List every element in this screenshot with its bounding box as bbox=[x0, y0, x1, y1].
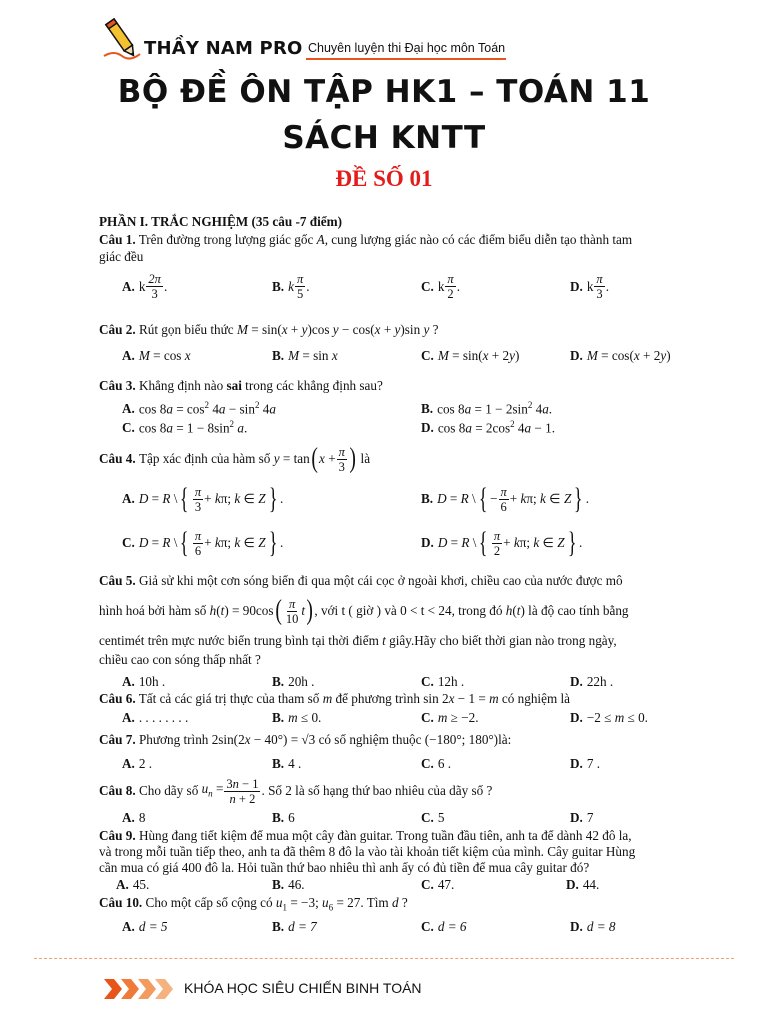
option-label: A. bbox=[122, 756, 135, 771]
q9-option-b[interactable] bbox=[272, 877, 305, 893]
q5-option-b[interactable] bbox=[272, 674, 314, 690]
q2-option-d[interactable]: D. M = cos(x + 2y) bbox=[570, 348, 671, 363]
chevron-arrows-icon bbox=[104, 977, 174, 1001]
q1-option-a[interactable]: A. k $\frac{2\pi}{3}$ . bbox=[122, 272, 168, 301]
question-10: Câu 10. Cho một cấp số cộng có $u_1 = -3$; $u_6 = 27$. Tìm d ? bbox=[99, 895, 408, 913]
q6-option-a[interactable] bbox=[122, 710, 188, 726]
option-text: 10h . bbox=[138, 674, 166, 689]
question-text: cung lượng giác nào có các điểm biểu diễn tạo thành tam bbox=[331, 232, 633, 247]
question-text: là độ cao tính bằng bbox=[528, 603, 629, 618]
option-label: D. bbox=[570, 710, 583, 725]
option-label: B. bbox=[272, 710, 285, 725]
question-text: Tập xác định của hàm số bbox=[138, 451, 271, 466]
q8-option-a[interactable] bbox=[122, 810, 145, 826]
q9-option-a[interactable] bbox=[116, 877, 149, 893]
option-text: 20h . bbox=[288, 674, 315, 689]
question-text: Cho một cấp số cộng có bbox=[145, 895, 273, 910]
option-label: B. bbox=[421, 491, 434, 506]
option-text: 46. bbox=[288, 877, 305, 892]
q3-option-a[interactable]: A. $\cos 8a = \cos^2 4a - \sin^2 4a$ bbox=[122, 400, 276, 417]
question-text: có nghiệm là bbox=[501, 691, 571, 706]
q1-option-d[interactable]: D. k $\frac{\pi}{3}$ . bbox=[570, 272, 609, 301]
q8-option-c[interactable] bbox=[421, 810, 444, 826]
option-text: 2 . bbox=[138, 756, 153, 771]
question-text: hình hoá bởi hàm số bbox=[99, 603, 207, 618]
option-label: D. bbox=[570, 810, 583, 825]
question-6: Câu 6. Tất cả các giá trị thực của tham số m để phương trình sin 2x − 1 = m có nghiệm là bbox=[99, 691, 571, 706]
section-title: PHẦN I. TRẮC NGHIỆM (35 câu -7 điểm) bbox=[99, 214, 342, 229]
option-label: D. bbox=[421, 419, 434, 435]
q4-option-b[interactable]: B. D = R \ { − $\frac{\pi}{6}$ + kπ; k ∈ Z } . bbox=[421, 482, 590, 515]
option-text: . . . . . . . . bbox=[138, 710, 189, 725]
option-text: 12h . bbox=[437, 674, 465, 689]
q7-option-d[interactable] bbox=[570, 756, 600, 772]
question-text: Tất cả các giá trị thực của tham số bbox=[138, 691, 320, 706]
footer-course-name: KHÓA HỌC SIÊU CHIẾN BINH TOÁN bbox=[184, 980, 422, 996]
option-label: C. bbox=[421, 348, 434, 363]
question-text: là bbox=[360, 451, 371, 466]
option-label: A. bbox=[122, 919, 135, 934]
option-label: B. bbox=[272, 674, 285, 689]
brand-name: THẦY NAM PRO bbox=[144, 38, 303, 59]
q7-option-c[interactable] bbox=[421, 756, 451, 772]
option-label: C. bbox=[421, 710, 434, 725]
q8-option-b[interactable] bbox=[272, 810, 295, 826]
option-label: D. bbox=[570, 919, 583, 934]
question-8: Câu 8. Cho dãy số $u_n$ = $\frac{3n - 1}{n + 2}$ . Số 2 là số hạng thứ bao nhiêu của dãy số ? bbox=[99, 776, 493, 806]
option-text: 5 bbox=[437, 810, 445, 825]
q4-option-a[interactable]: A. D = R \ { $\frac{\pi}{3}$ + kπ; k ∈ Z } . bbox=[122, 482, 284, 515]
option-text: d = 7 bbox=[288, 919, 317, 934]
q1-option-c[interactable]: C. k $\frac{\pi}{2}$ . bbox=[421, 272, 460, 301]
option-label: B. bbox=[272, 756, 285, 771]
question-label: Câu 1. bbox=[99, 232, 136, 247]
option-text: d = 6 bbox=[437, 919, 467, 934]
exam-number: ĐỀ SỐ 01 bbox=[335, 166, 433, 191]
option-label: A. bbox=[122, 674, 135, 689]
q8-option-d[interactable] bbox=[570, 810, 593, 826]
question-text: Giả sử khi một cơn sóng biển đi qua một cái cọc ở ngoài khơi, chiều cao của nước được mô bbox=[138, 573, 623, 588]
option-text: 6 bbox=[288, 810, 295, 825]
q3-option-b[interactable]: B. $\cos 8a = 1 - 2\sin^2$ 4a. bbox=[421, 400, 553, 417]
question-text: là: bbox=[498, 732, 512, 747]
option-label: D. bbox=[570, 756, 583, 771]
question-label: Câu 8. bbox=[99, 783, 136, 798]
option-label: B. bbox=[272, 348, 285, 363]
q1-option-b[interactable]: B. k $\frac{\pi}{5}$ . bbox=[272, 272, 310, 301]
question-text: . Số 2 là số hạng thứ bao nhiêu của dãy số ? bbox=[261, 783, 493, 798]
option-label: A. bbox=[122, 278, 135, 294]
option-text: 7 . bbox=[586, 756, 601, 771]
option-label: B. bbox=[272, 877, 285, 892]
option-label: A. bbox=[122, 491, 135, 506]
q2-option-b[interactable]: B. M = sin x bbox=[272, 348, 338, 363]
question-text: . Tìm bbox=[360, 895, 389, 910]
option-label: C. bbox=[421, 919, 434, 934]
option-text: 44. bbox=[582, 877, 600, 892]
option-text: 8 bbox=[138, 810, 146, 825]
option-label: B. bbox=[272, 919, 285, 934]
question-9 bbox=[99, 828, 632, 844]
option-text: 4 . bbox=[288, 756, 302, 771]
pencil-logo-icon bbox=[100, 16, 144, 62]
question-label: Câu 9. bbox=[99, 828, 136, 843]
question-text: Khẳng định nào bbox=[138, 378, 224, 393]
question-label: Câu 5. bbox=[99, 573, 136, 588]
question-2: Câu 2. Rút gọn biểu thức M = sin(x + y)cos y − cos(x + y)sin y ? bbox=[99, 322, 439, 337]
question-5-line2: hình hoá bởi hàm số h(t) = 90cos ( $\frac{\pi}{10}$ t ) , với t ( giờ ) và 0 < t < 24, trong đó h(t) là độ cao tính bằng bbox=[99, 595, 629, 626]
option-label: D. bbox=[570, 278, 583, 294]
option-label: D. bbox=[566, 877, 579, 892]
q9-option-d[interactable] bbox=[566, 877, 599, 893]
question-text: Rút gọn biểu thức bbox=[138, 322, 234, 337]
q10-option-b[interactable] bbox=[272, 919, 317, 935]
question-text: có số nghiệm thuộc bbox=[318, 732, 422, 747]
question-label: Câu 4. bbox=[99, 451, 136, 466]
option-text: 45. bbox=[132, 877, 150, 892]
question-label: Câu 7. bbox=[99, 732, 136, 747]
question-label: Câu 3. bbox=[99, 378, 136, 393]
option-label: C. bbox=[421, 278, 434, 294]
brand-header bbox=[96, 14, 576, 62]
q5-option-a[interactable] bbox=[122, 674, 165, 690]
option-label: B. bbox=[272, 278, 285, 294]
question-5-line3: centimét trên mực nước biển trung bình tại thời điểm t giây.Hãy cho biết thời gian nào trong ngày, bbox=[99, 633, 617, 648]
brand-tagline: Chuyên luyện thi Đại học môn Toán bbox=[308, 41, 506, 55]
option-label: A. bbox=[122, 348, 135, 363]
option-label: C. bbox=[421, 674, 434, 689]
q7-option-a[interactable] bbox=[122, 756, 152, 772]
question-text: Cho dãy số bbox=[138, 783, 199, 798]
question-label: Câu 2. bbox=[99, 322, 136, 337]
q6-option-c[interactable]: C. m ≥ −2. bbox=[421, 710, 479, 725]
option-text: 47. bbox=[437, 877, 455, 892]
question-1 bbox=[99, 232, 632, 248]
question-text: centimét trên mực nước biển trung bình tại thời điểm bbox=[99, 633, 379, 648]
question-1-cont: giác đều bbox=[99, 249, 144, 264]
q10-option-c[interactable] bbox=[421, 919, 467, 935]
q3-option-c[interactable]: C. $\cos 8a = 1 - 8\sin^2$ a. bbox=[122, 419, 248, 436]
q9-option-c[interactable] bbox=[421, 877, 454, 893]
option-label: D. bbox=[570, 348, 583, 363]
question-text: Trên đường trong lượng giác gốc bbox=[138, 232, 314, 247]
option-label: C. bbox=[122, 419, 135, 435]
option-label: A. bbox=[122, 710, 135, 725]
q4-option-c[interactable]: C. D = R \ { $\frac{\pi}{6}$ + kπ; k ∈ Z } . bbox=[122, 526, 284, 559]
document-subtitle: SÁCH KNTT bbox=[282, 120, 486, 156]
q5-option-d[interactable] bbox=[570, 674, 613, 690]
question-9-line3: cần mua có giá 400 đô la. Hỏi tuần thứ bao nhiêu thì anh ấy có đủ tiền để mua cây guitar đó? bbox=[99, 860, 590, 875]
question-text: để phương trình bbox=[335, 691, 420, 706]
question-emphasis: sai bbox=[226, 378, 242, 393]
q6-option-b[interactable]: B. m ≤ 0. bbox=[272, 710, 322, 725]
option-label: C. bbox=[421, 877, 434, 892]
q3-option-d[interactable]: D. $\cos 8a = 2\cos^2$ 4a − 1. bbox=[421, 419, 556, 436]
question-label: Câu 6. bbox=[99, 691, 136, 706]
option-label: D. bbox=[421, 535, 434, 550]
q2-option-a[interactable]: A. M = cos x bbox=[122, 348, 191, 363]
question-text: Phương trình bbox=[138, 732, 209, 747]
option-label: B. bbox=[272, 810, 285, 825]
question-text: Hùng đang tiết kiệm để mua một cây đàn guitar. Trong tuần đầu tiên, anh ta để dành 42 đô la, bbox=[138, 828, 632, 843]
question-7: Câu 7. Phương trình 2sin(2x − 40°) = √3 có số nghiệm thuộc (−180°; 180°)là: bbox=[99, 732, 512, 747]
option-label: A. bbox=[116, 877, 129, 892]
option-text: 6 . bbox=[437, 756, 452, 771]
footer-divider bbox=[34, 958, 734, 959]
option-text: d = 5 bbox=[138, 919, 168, 934]
option-label: C. bbox=[421, 756, 434, 771]
question-3 bbox=[99, 378, 383, 394]
q2-option-c[interactable]: C. M = sin(x + 2y) bbox=[421, 348, 520, 363]
q10-option-d[interactable] bbox=[570, 919, 616, 935]
q6-option-d[interactable]: D. −2 ≤ m ≤ 0. bbox=[570, 710, 648, 725]
option-text: d = 8 bbox=[586, 919, 616, 934]
brand-underline bbox=[306, 58, 506, 60]
question-5-line4: chiều cao con sóng thấp nhất ? bbox=[99, 652, 261, 667]
option-label: B. bbox=[421, 400, 434, 416]
q10-option-a[interactable] bbox=[122, 919, 168, 935]
question-text: , với t ( giờ ) và 0 < t < 24, trong đó bbox=[314, 603, 503, 618]
document-title: BỘ ĐỀ ÔN TẬP HK1 – TOÁN 11 bbox=[117, 74, 651, 110]
question-4: Câu 4. Tập xác định của hàm số y = tan ( x + $\frac{\pi}{3}$ ) là bbox=[99, 443, 371, 474]
q5-option-c[interactable] bbox=[421, 674, 464, 690]
q7-option-b[interactable] bbox=[272, 756, 301, 772]
question-5 bbox=[99, 573, 623, 589]
question-label: Câu 10. bbox=[99, 895, 143, 910]
option-label: C. bbox=[421, 810, 434, 825]
option-label: D. bbox=[570, 674, 583, 689]
question-9-line2: và trong mỗi tuần tiếp theo, anh ta đã thêm 8 đô la vào tài khoản tiết kiệm của mình. Cây guitar Hùng bbox=[99, 844, 636, 859]
question-text: trong các khẳng định sau? bbox=[245, 378, 383, 393]
option-label: A. bbox=[122, 810, 135, 825]
option-label: A. bbox=[122, 400, 135, 416]
q4-option-d[interactable]: D. D = R \ { $\frac{\pi}{2}$ + kπ; k ∈ Z } . bbox=[421, 526, 583, 559]
option-text: 7 bbox=[586, 810, 594, 825]
option-label: C. bbox=[122, 535, 135, 550]
option-text: 22h . bbox=[586, 674, 614, 689]
question-text: A, bbox=[316, 232, 328, 247]
question-text: giây.Hãy cho biết thời gian nào trong ngày, bbox=[389, 633, 617, 648]
